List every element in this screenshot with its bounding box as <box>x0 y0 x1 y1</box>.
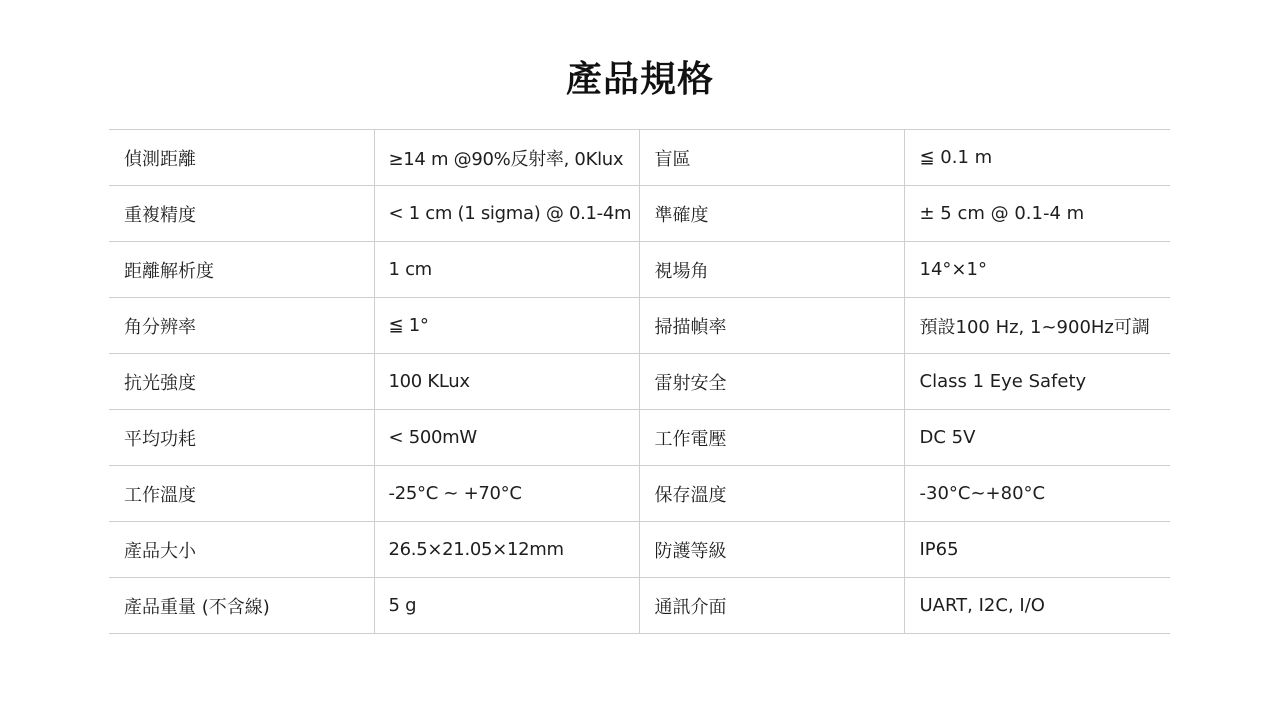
spec-label: 保存溫度 <box>639 466 904 522</box>
spec-value: 5 g <box>374 578 639 634</box>
table-row <box>109 354 1170 410</box>
spec-value: Class 1 Eye Safety <box>904 354 1170 410</box>
spec-value: 預設100 Hz, 1~900Hz可調 <box>904 298 1170 354</box>
spec-label: 掃描幀率 <box>639 298 904 354</box>
spec-label: 視場角 <box>639 242 904 298</box>
spec-value: -25°C ~ +70°C <box>374 466 639 522</box>
spec-value: ± 5 cm @ 0.1-4 m <box>904 186 1170 242</box>
spec-value: 14°×1° <box>904 242 1170 298</box>
spec-label: 重複精度 <box>109 186 374 242</box>
table-row <box>109 242 1170 298</box>
spec-label: 平均功耗 <box>109 410 374 466</box>
spec-label: 工作電壓 <box>639 410 904 466</box>
spec-value: ≦ 0.1 m <box>904 130 1170 186</box>
table-row <box>109 522 1170 578</box>
spec-label: 產品大小 <box>109 522 374 578</box>
spec-label: 角分辨率 <box>109 298 374 354</box>
spec-label: 通訊介面 <box>639 578 904 634</box>
spec-value: ≦ 1° <box>374 298 639 354</box>
spec-label: 產品重量 (不含線) <box>109 578 374 634</box>
table-row <box>109 186 1170 242</box>
spec-value: < 500mW <box>374 410 639 466</box>
spec-label: 防護等級 <box>639 522 904 578</box>
spec-label: 工作溫度 <box>109 466 374 522</box>
spec-value: IP65 <box>904 522 1170 578</box>
spec-value: DC 5V <box>904 410 1170 466</box>
spec-label: 偵測距離 <box>109 130 374 186</box>
spec-label: 盲區 <box>639 130 904 186</box>
spec-label: 準確度 <box>639 186 904 242</box>
spec-table <box>109 129 1170 634</box>
spec-value: -30°C~+80°C <box>904 466 1170 522</box>
spec-value: UART, I2C, I/O <box>904 578 1170 634</box>
spec-label: 抗光強度 <box>109 354 374 410</box>
spec-label: 距離解析度 <box>109 242 374 298</box>
spec-value: < 1 cm (1 sigma) @ 0.1-4m <box>374 186 639 242</box>
spec-value: 100 KLux <box>374 354 639 410</box>
spec-value: 26.5×21.05×12mm <box>374 522 639 578</box>
spec-value: ≥14 m @90%反射率, 0Klux <box>374 130 639 186</box>
table-row <box>109 410 1170 466</box>
table-row <box>109 130 1170 186</box>
table-row <box>109 466 1170 522</box>
page-title: 產品規格 <box>565 59 714 100</box>
spec-value: 1 cm <box>374 242 639 298</box>
table-row <box>109 298 1170 354</box>
table-row <box>109 578 1170 634</box>
spec-label: 雷射安全 <box>639 354 904 410</box>
